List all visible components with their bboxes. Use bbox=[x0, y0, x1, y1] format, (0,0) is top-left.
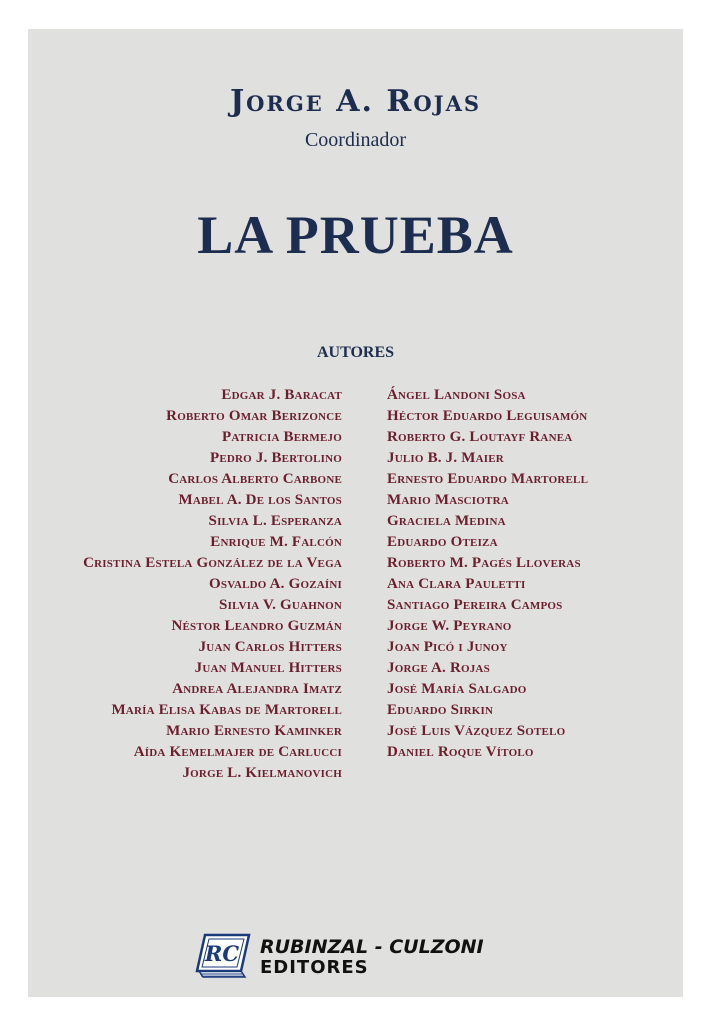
publisher-block bbox=[193, 929, 533, 985]
author-name: Jorge W. Peyrano bbox=[387, 618, 512, 634]
author-name: Andrea Alejandra Imatz bbox=[172, 681, 342, 697]
author-name: Patricia Bermejo bbox=[221, 429, 342, 445]
authors-list-right bbox=[387, 385, 588, 763]
author-name: Néstor Leandro Guzmán bbox=[171, 618, 342, 634]
author-name: Santiago Pereira Campos bbox=[387, 597, 563, 613]
author-name: Edgar J. Baracat bbox=[221, 387, 342, 403]
author-name: Ernesto Eduardo Martorell bbox=[387, 471, 589, 487]
author-name: Silvia L. Esperanza bbox=[208, 513, 342, 529]
publisher-subtitle: EDITORES bbox=[260, 957, 369, 978]
author-name: Héctor Eduardo Leguisamón bbox=[387, 408, 588, 424]
author-name: Jorge A. Rojas bbox=[387, 660, 490, 676]
book-cover bbox=[28, 29, 683, 997]
svg-text:RC: RC bbox=[204, 941, 240, 966]
author-name: Juan Manuel Hitters bbox=[194, 660, 342, 676]
coordinator-name: Jorge A. Rojas bbox=[229, 84, 482, 119]
author-name: Eduardo Oteiza bbox=[387, 534, 498, 550]
author-name: Ana Clara Pauletti bbox=[387, 576, 526, 592]
authors-list-left bbox=[83, 385, 342, 784]
author-name: Osvaldo A. Gozaíni bbox=[209, 576, 342, 592]
author-name: Graciela Medina bbox=[387, 513, 506, 529]
publisher-name: RUBINZAL - CULZONI bbox=[260, 936, 484, 958]
author-name: Eduardo Sirkin bbox=[387, 702, 494, 718]
book-title: LA PRUEBA bbox=[197, 205, 514, 265]
coordinator-role: Coordinador bbox=[304, 129, 407, 151]
author-name: Pedro J. Bertolino bbox=[209, 450, 342, 466]
author-name: Ángel Landoni Sosa bbox=[387, 387, 526, 403]
authors-heading: AUTORES bbox=[316, 344, 395, 361]
author-name: Mabel A. De los Santos bbox=[178, 492, 342, 508]
book-rc-logo-icon bbox=[193, 931, 253, 981]
author-name: Joan Picó i Junoy bbox=[387, 639, 508, 655]
author-name: Roberto G. Loutayf Ranea bbox=[387, 429, 573, 445]
author-name: Silvia V. Guahnon bbox=[219, 597, 342, 613]
author-name: Juan Carlos Hitters bbox=[198, 639, 342, 655]
author-name: Mario Ernesto Kaminker bbox=[166, 723, 342, 739]
author-name: Enrique M. Falcón bbox=[210, 534, 342, 550]
author-name: Roberto M. Pagés Lloveras bbox=[387, 555, 581, 571]
author-name: Mario Masciotra bbox=[387, 492, 509, 508]
author-name: José María Salgado bbox=[387, 681, 527, 697]
author-name: Julio B. J. Maier bbox=[387, 450, 504, 466]
author-name: Aída Kemelmajer de Carlucci bbox=[133, 744, 342, 760]
author-name: María Elisa Kabas de Martorell bbox=[111, 702, 342, 718]
author-name: Roberto Omar Berizonce bbox=[166, 408, 342, 424]
author-name: Cristina Estela González de la Vega bbox=[83, 555, 342, 571]
author-name: Jorge L. Kielmanovich bbox=[182, 765, 342, 781]
author-name: José Luis Vázquez Sotelo bbox=[387, 723, 566, 739]
author-name: Carlos Alberto Carbone bbox=[168, 471, 342, 487]
author-name: Daniel Roque Vítolo bbox=[387, 744, 534, 760]
